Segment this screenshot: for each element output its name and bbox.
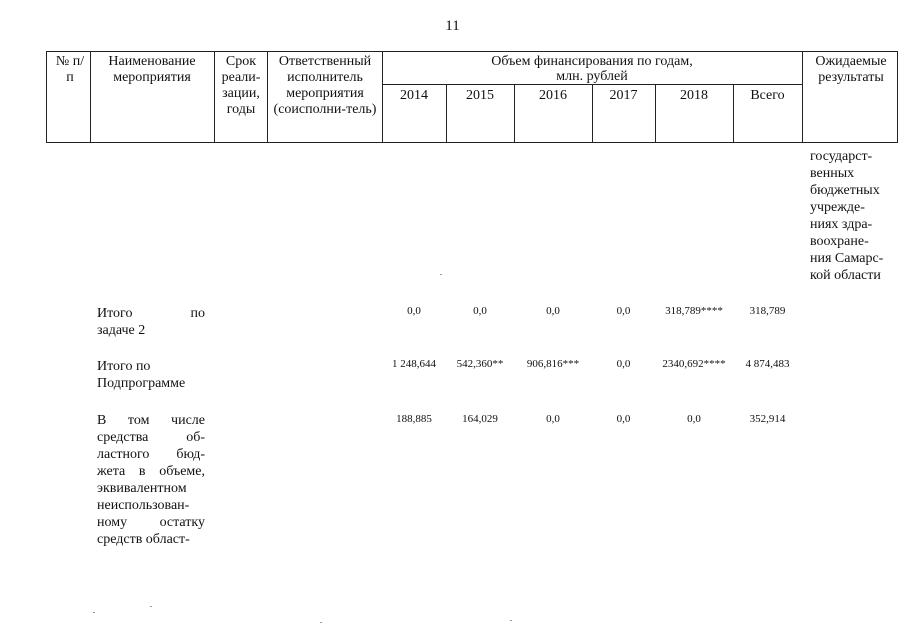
row-total-subprogram-name: Итого по Подпрограмме bbox=[97, 359, 186, 391]
scan-speck bbox=[93, 612, 95, 613]
column-divider bbox=[90, 51, 91, 143]
row-regional-budget-2018: 0,0 bbox=[687, 413, 701, 425]
row-total-task2-2017: 0,0 bbox=[616, 305, 631, 317]
header-year-2018: 2018 bbox=[680, 88, 708, 103]
row-total-task2-name: Итого по задаче 2 bbox=[97, 306, 205, 338]
row-total-task2-2016: 0,0 bbox=[546, 305, 560, 317]
header-funding-title: Объем финансирования по годам, bbox=[491, 54, 693, 69]
row-total-subprogram-2018: 2340,692**** bbox=[662, 358, 726, 370]
header-term: Срок реали-зации, годы bbox=[221, 54, 261, 117]
row-total-subprogram-2017: 0,0 bbox=[616, 358, 631, 370]
row-total-subprogram-total: 4 874,483 bbox=[745, 358, 790, 370]
row-total-task2-2015: 0,0 bbox=[473, 305, 487, 317]
scan-speck bbox=[510, 620, 512, 621]
header-year-2014: 2014 bbox=[400, 88, 428, 103]
page-number: 11 bbox=[445, 18, 460, 34]
column-divider bbox=[802, 51, 803, 143]
row-regional-budget-name: В том числе средства об- ластного бюд- жета в объеме, эквивалентном неиспользован- ному остатку средств област- bbox=[97, 413, 205, 547]
scan-speck bbox=[150, 606, 152, 607]
row-regional-budget-2015: 164,029 bbox=[462, 413, 498, 425]
header-year-2015: 2015 bbox=[466, 88, 494, 103]
row-regional-budget-2016: 0,0 bbox=[546, 413, 560, 425]
header-year-2017: 2017 bbox=[609, 88, 638, 103]
row-regional-budget-2017: 0,0 bbox=[616, 413, 631, 425]
header-total: Всего bbox=[750, 88, 785, 103]
header-year-2016: 2016 bbox=[539, 88, 567, 103]
column-divider bbox=[267, 51, 268, 143]
scan-speck bbox=[440, 274, 442, 275]
row-total-subprogram-2015: 542,360** bbox=[456, 358, 504, 370]
continued-result-text: государст- венных бюджетных учрежде- ниях здра- воохране- ния Самарс- кой области bbox=[810, 149, 884, 283]
row-total-subprogram-2016: 906,816*** bbox=[526, 358, 580, 370]
row-total-task2-2014: 0,0 bbox=[407, 305, 421, 317]
row-regional-budget-2014: 188,885 bbox=[396, 413, 432, 425]
row-total-task2-2018: 318,789**** bbox=[665, 305, 723, 317]
row-total-subprogram-2014: 1 248,644 bbox=[392, 358, 436, 370]
scan-speck bbox=[320, 622, 322, 623]
header-executor: Ответственный исполнитель мероприятия (соисполни-тель) bbox=[273, 54, 377, 117]
header-expected-results: Ожидаемые результаты bbox=[815, 54, 887, 85]
column-divider bbox=[214, 51, 215, 143]
row-regional-budget-total: 352,914 bbox=[749, 413, 786, 425]
header-measure-name: Наименование мероприятия bbox=[108, 54, 196, 85]
row-total-task2-total: 318,789 bbox=[749, 305, 786, 317]
header-number: № п/п bbox=[55, 54, 85, 85]
header-funding-unit: млн. рублей bbox=[556, 69, 628, 84]
